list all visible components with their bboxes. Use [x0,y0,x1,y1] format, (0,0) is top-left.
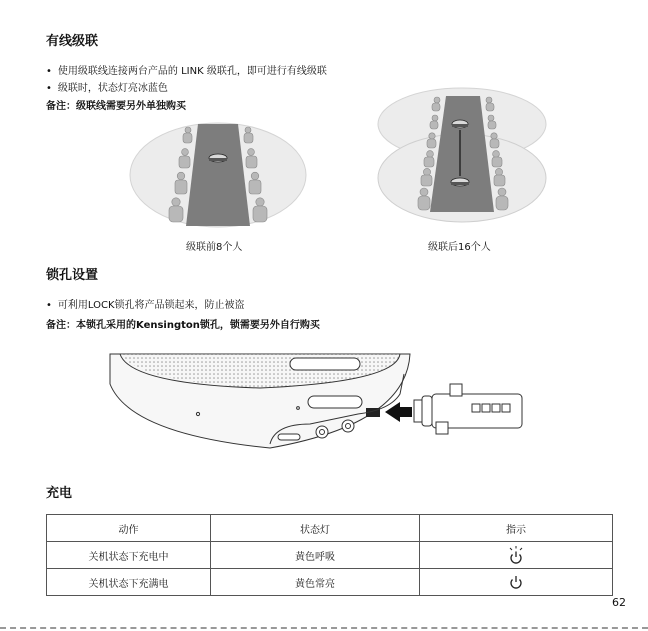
lock-bullet-1: • 可利用LOCK锁孔将产品锁起来，防止被盗 [46,296,245,311]
cascade-note: 备注：级联线需要另外单独购买 [46,101,186,112]
row-indicator [420,542,613,569]
table-row [47,542,613,569]
cascade-room-diagram [376,86,548,226]
single-room-diagram [128,118,308,233]
table-row [47,569,613,596]
diagram-right-caption: 级联后16个人 [428,242,491,253]
row-action: 关机状态下充电中 [47,542,211,569]
cascade-bullet-2: • 级联时，状态灯亮冰蓝色 [46,79,168,94]
page-bottom-divider [0,627,648,629]
row-action: 关机状态下充满电 [47,569,211,596]
diagram-left-caption: 级联前8个人 [186,242,243,253]
kensington-lock-diagram [100,344,530,456]
header-indicator: 指示 [420,515,613,542]
section-title-cascade: 有线级联 [46,34,99,49]
row-indicator [420,569,613,596]
section-title-lock: 锁孔设置 [46,268,99,283]
cascade-bullet-1: • 使用级联线连接两台产品的 LINK 级联孔，即可进行有线级联 [46,62,327,77]
table-header-row [47,515,613,542]
power-icon [507,573,525,591]
header-action: 动作 [47,515,211,542]
lock-note: 备注：本锁孔采用的Kensington锁孔，锁需要另外自行购买 [46,320,320,331]
charging-status-table [46,514,613,596]
section-title-charging: 充电 [46,486,73,501]
power-breathing-icon [507,545,525,565]
header-light: 状态灯 [211,515,420,542]
page-number: 62 [612,596,626,609]
row-light: 黄色呼吸 [211,542,420,569]
row-light: 黄色常亮 [211,569,420,596]
